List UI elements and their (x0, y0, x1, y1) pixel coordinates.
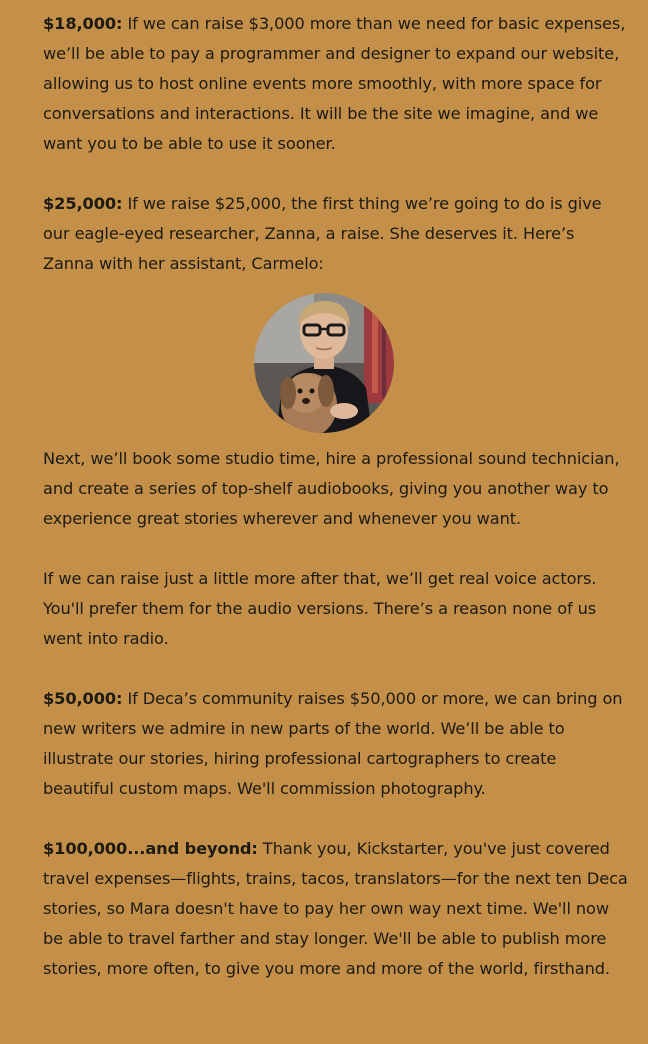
photo-container (43, 288, 605, 438)
tier-18k-paragraph (43, 9, 628, 159)
tier-50k-label: $50,000: (43, 689, 123, 708)
voice-actors-paragraph: If we can raise just a little more after that, we’ll get real voice actors. You'll prefer them for the audio versions. There’s a reason none of us went into radio. (43, 569, 597, 648)
tier-18k-label: $18,000: (43, 14, 123, 33)
tier-25k-text: If we raise $25,000, the first thing we’re going to do is give our eagle-eyed researcher, Zanna, a raise. She deserves it. Here’s Zanna with her assistant, Carmelo: (43, 194, 602, 273)
tier-100k-label: $100,000...and beyond: (43, 839, 258, 858)
tier-50k-text: If Deca’s community raises $50,000 or more, we can bring on new writers we admire in new parts of the world. We’ll be able to illustrate our stories, hiring professional cartographers to create beautiful custom maps. We'll commission photography. (43, 689, 623, 798)
tier-18k-text: If we can raise $3,000 more than we need for basic expenses, we’ll be able to pay a programmer and designer to expand our website, allowing us to host online events more smoothly, with more space for conversations and interactions. It will be the site we imagine, and we want you to be able to use it sooner. (43, 14, 626, 153)
audiobooks-paragraph: Next, we’ll book some studio time, hire a professional sound technician, and create a series of top-shelf audiobooks, giving you another way to experience great stories wherever and whenever you want. (43, 449, 620, 528)
portrait-photo-icon (254, 293, 394, 433)
tier-25k-label: $25,000: (43, 194, 123, 213)
tier-100k-paragraph (43, 834, 628, 984)
tier-50k-paragraph (43, 684, 628, 804)
tier-100k-text: Thank you, Kickstarter, you've just covered travel expenses—flights, trains, tacos, translators—for the next ten Deca stories, so Mara doesn't have to pay her own way next time. We'll now be able to travel farther and stay longer. We'll be able to publish more stories, more often, to give you more and more of the world, firsthand. (43, 839, 628, 978)
tier-25k-paragraph (43, 189, 628, 279)
